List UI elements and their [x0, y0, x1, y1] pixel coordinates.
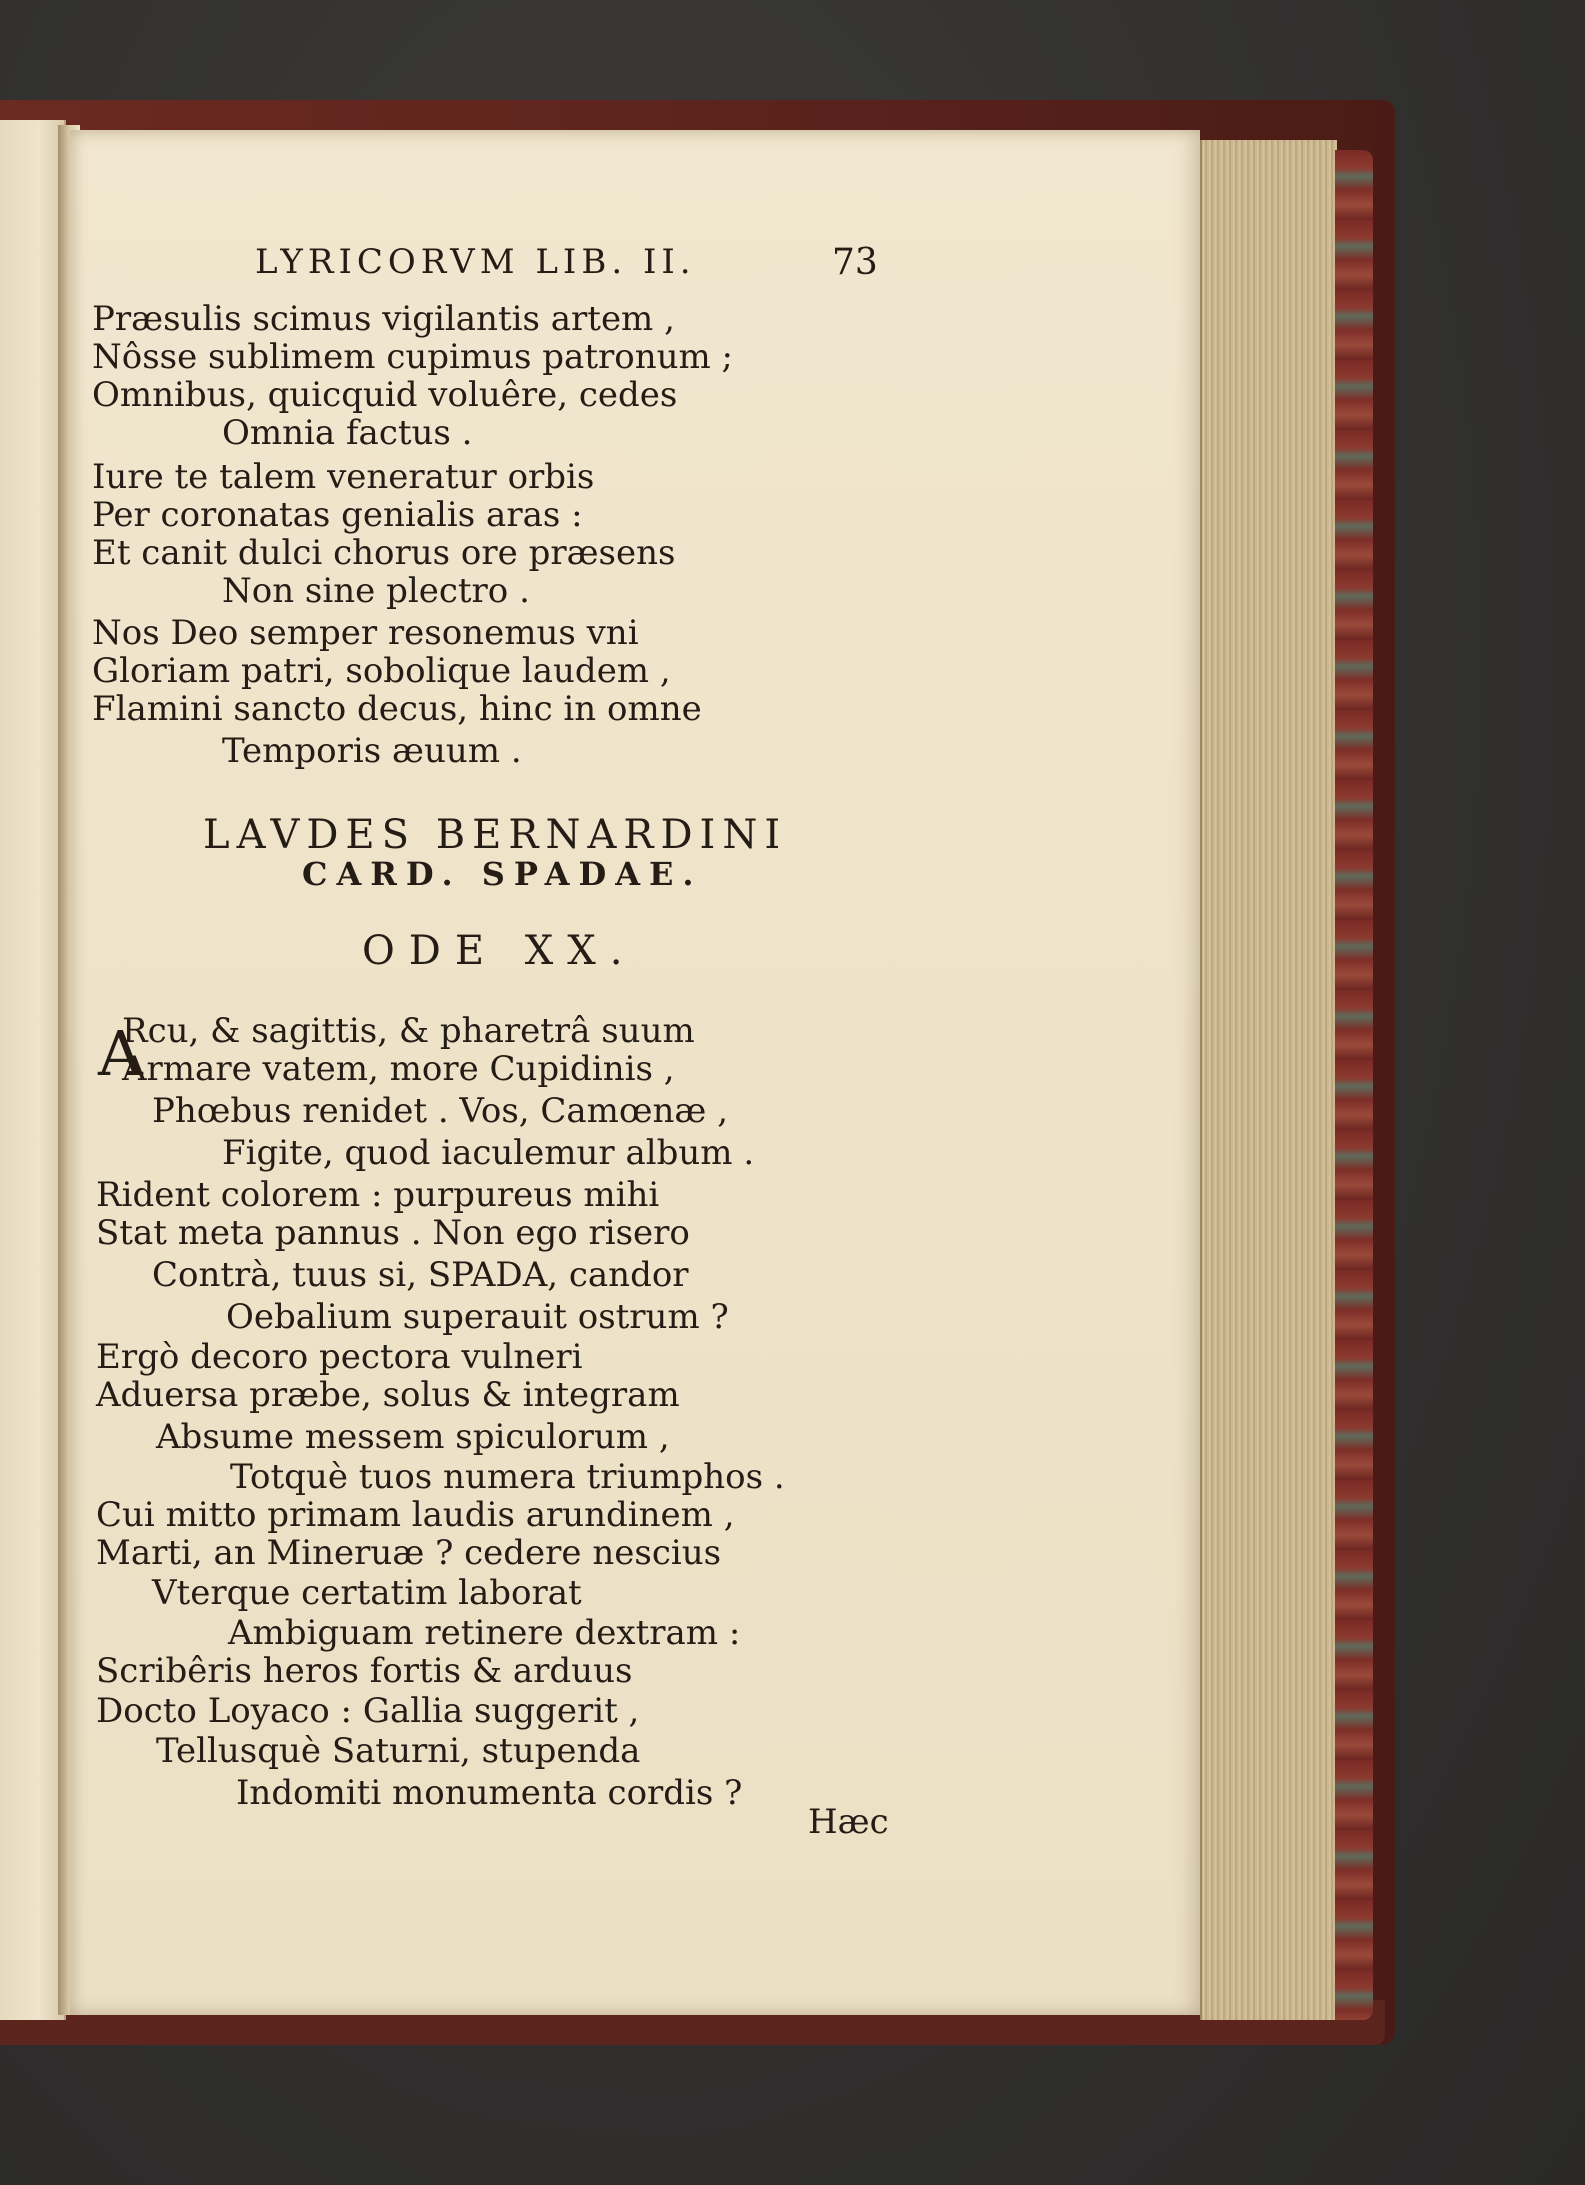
drop-capital: A	[98, 1017, 143, 1090]
verse-line: Præsulis scimus vigilantis artem ,	[92, 299, 675, 339]
verse-line: Temporis æuum .	[222, 731, 522, 771]
verse-line: Armare vatem, more Cupidinis ,	[122, 1049, 675, 1089]
catchword: Hæc	[808, 1802, 889, 1842]
verse-line: Marti, an Mineruæ ? cedere nescius	[96, 1533, 722, 1573]
verse-line: Ambiguam retinere dextram :	[228, 1613, 741, 1653]
verse-line: Gloriam patri, sobolique laudem ,	[92, 651, 671, 691]
verse-line: Docto Loyaco : Gallia suggerit ,	[96, 1691, 640, 1731]
verse-line: Rcu, & sagittis, & pharetrâ suum	[122, 1011, 695, 1051]
ode-title-line2: CARD. SPADAE.	[302, 855, 703, 893]
ode-title-line3: ODE XX.	[362, 928, 637, 974]
verse-line: Et canit dulci chorus ore præsens	[92, 533, 676, 573]
page-number: 73	[832, 242, 878, 283]
verse-line: Stat meta pannus . Non ego risero	[96, 1213, 690, 1253]
verse-line: Ergò decoro pectora vulneri	[96, 1337, 583, 1377]
verse-line: Nôsse sublimem cupimus patronum ;	[92, 337, 734, 377]
verse-line: Omnia factus .	[222, 413, 473, 453]
ode-title-line1: LAVDES BERNARDINI	[203, 812, 788, 858]
verse-line: Iure te talem veneratur orbis	[92, 457, 595, 497]
verse-line: Totquè tuos numera triumphos .	[230, 1457, 785, 1497]
verse-line: Rident colorem : purpureus mihi	[96, 1175, 660, 1215]
verse-line: Flamini sancto decus, hinc in omne	[92, 689, 702, 729]
verse-line: Omnibus, quicquid voluêre, cedes	[92, 375, 678, 415]
verse-line: Tellusquè Saturni, stupenda	[156, 1731, 641, 1771]
verse-line: Cui mitto primam laudis arundinem ,	[96, 1495, 735, 1535]
verse-line: Nos Deo semper resonemus vni	[92, 613, 639, 653]
verse-line: Oebalium superauit ostrum ?	[226, 1297, 729, 1337]
verse-line: Contrà, tuus si, SPADA, candor	[152, 1255, 689, 1295]
running-head: LYRICORVM LIB. II.	[255, 242, 696, 282]
verse-line: Phœbus renidet . Vos, Camœnæ ,	[152, 1091, 729, 1131]
verse-line: Absume messem spiculorum ,	[156, 1417, 670, 1457]
verse-line: Indomiti monumenta cordis ?	[236, 1773, 743, 1813]
verse-line: Vterque certatim laborat	[152, 1573, 582, 1613]
verse-line: Scribêris heros fortis & arduus	[96, 1651, 633, 1691]
verse-line: Non sine plectro .	[222, 571, 530, 611]
verse-line: Per coronatas genialis aras :	[92, 495, 583, 535]
verse-line: Figite, quod iaculemur album .	[222, 1133, 755, 1173]
verse-line: Aduersa præbe, solus & integram	[96, 1375, 680, 1415]
